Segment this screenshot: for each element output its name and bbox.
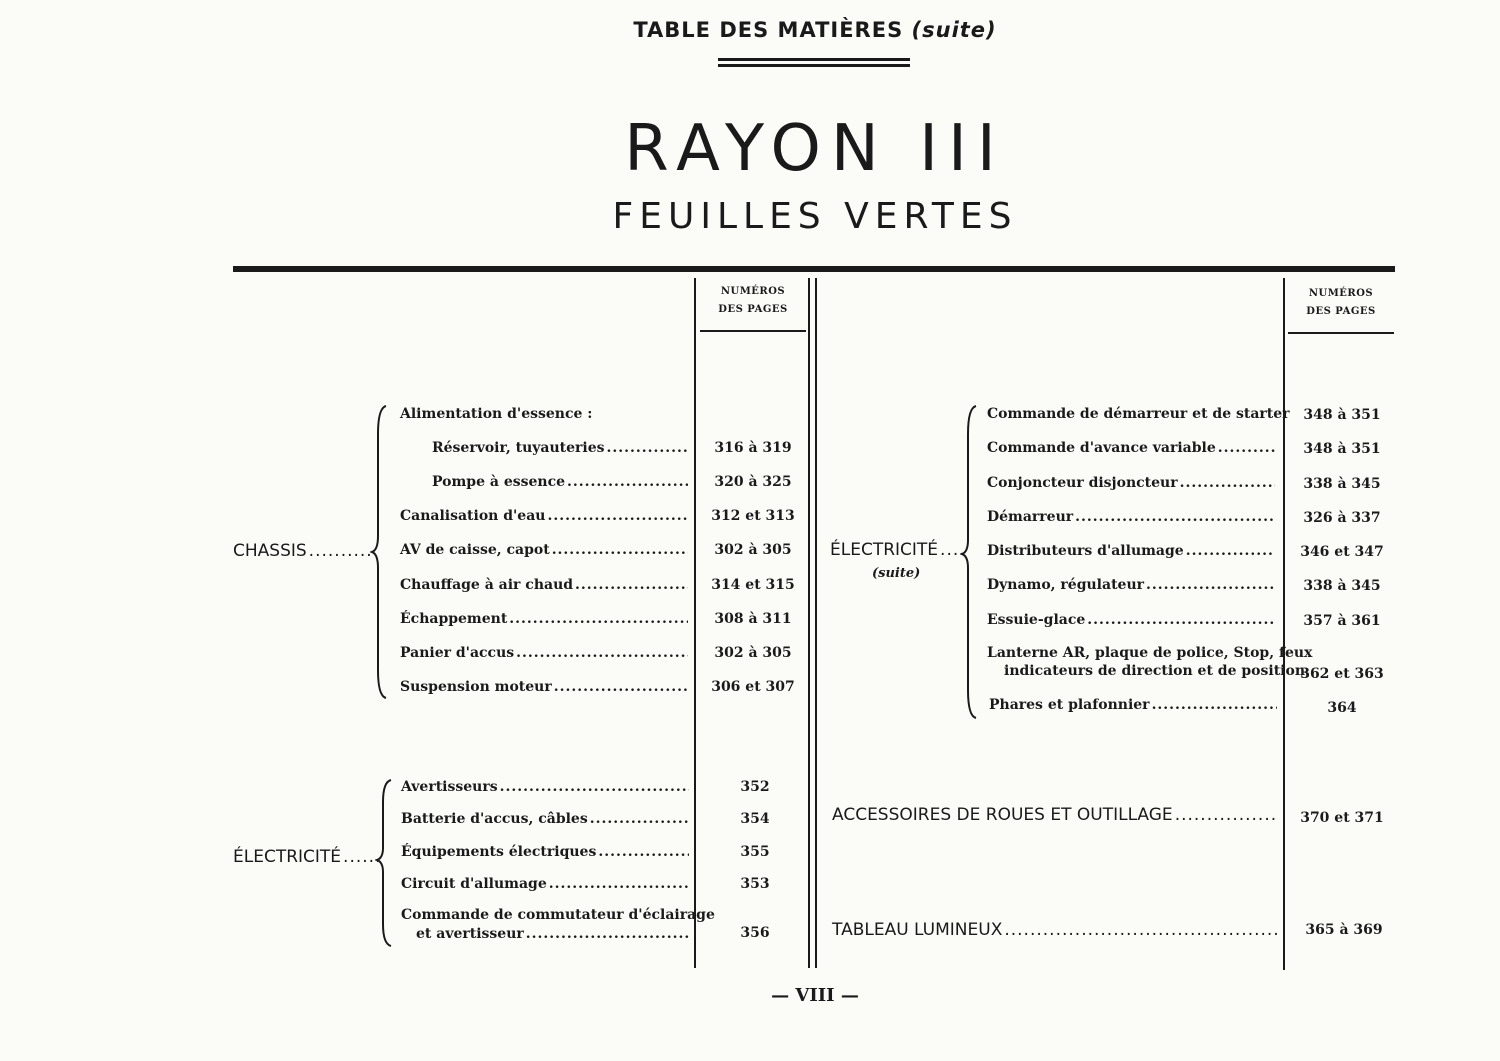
toc-entry [401,811,689,827]
right-column-header-rule [1288,332,1394,334]
right-column-header-line1: NUMÉROS [1308,288,1374,299]
toc-entry-pages: 356 [740,925,770,941]
right-column-header-line2: DES PAGES [1306,306,1376,317]
toc-entry-pages: 354 [740,811,770,827]
section-suite-note: (suite) [872,566,921,581]
toc-entry-pages: 338 à 345 [1303,578,1381,594]
toc-entry-line2 [416,926,689,942]
page-title: RAYON III [624,112,1006,186]
toc-entry-label: Commande d'avance variable [987,440,1216,456]
section-chassis [233,541,373,561]
toc-entry-pages: 355 [740,844,770,860]
toc-entry-pages: 302 à 305 [714,542,792,558]
center-rule-2 [815,278,817,968]
toc-entry-pages: 348 à 351 [1303,441,1381,457]
electricite-brace [375,778,397,948]
electricite-suite-brace [960,404,982,720]
toc-entry-pages: 302 à 305 [714,645,792,661]
toc-entry-label-continued: indicateurs de direction et de position. [1004,663,1310,679]
toc-entry-label: Canalisation d'eau [400,508,546,524]
toc-entry-pages: 306 et 307 [711,679,795,695]
toc-entry-label: Réservoir, tuyauteries [432,440,605,456]
toc-entry-label: Conjoncteur disjoncteur [987,475,1178,491]
section-electricite-label: ÉLECTRICITÉ [233,847,342,867]
left-column-header [700,283,806,319]
left-column-header-line2: DES PAGES [718,304,788,315]
toc-entry [987,406,1290,422]
toc-entry [400,679,688,695]
toc-entry-line1 [401,907,715,923]
right-pages-rule [1283,278,1285,970]
toc-entry [989,697,1277,713]
section-accessoires [832,805,1278,825]
header-rule-bottom [718,64,910,67]
toc-entry-label-continued: et avertisseur [416,926,524,942]
toc-entry [400,645,688,661]
right-column-header [1288,285,1394,321]
toc-entry-pages: 352 [740,779,770,795]
toc-entry-label: Équipements électriques [401,844,597,860]
toc-entry-pages: 362 et 363 [1300,666,1384,682]
toc-entry-pages: 353 [740,876,770,892]
toc-entry-line2 [1004,663,1310,679]
toc-entry [432,440,688,456]
toc-entry-label: Pompe à essence [432,474,566,490]
page-number: — VIII — [771,985,859,1006]
toc-entry-pages: 320 à 325 [714,474,792,490]
running-header-suffix: (suite) [911,18,997,42]
section-tableau-lumineux-pages: 365 à 369 [1305,922,1383,938]
chassis-group-title [400,406,592,422]
section-accessoires-pages: 370 et 371 [1300,810,1384,826]
toc-entry [401,779,689,795]
toc-entry-pages: 348 à 351 [1303,407,1381,423]
toc-entry-pages: 357 à 361 [1303,613,1381,629]
toc-entry [987,577,1275,593]
header-rule-top [718,58,910,61]
section-tableau-lumineux [832,920,1278,940]
toc-entry-pages: 346 et 347 [1300,544,1384,560]
toc-entry-line1 [987,645,1313,661]
toc-entry [400,508,688,524]
toc-entry [987,543,1275,559]
toc-entry-pages: 308 à 311 [714,611,792,627]
toc-entry-pages: 316 à 319 [714,440,792,456]
toc-entry [987,612,1275,628]
toc-entry-label: Chauffage à air chaud [400,577,574,593]
toc-entry-label: Commande de commutateur d'éclairage [401,907,715,923]
toc-entry-label: Circuit d'allumage [401,876,547,892]
toc-entry [400,577,688,593]
running-header [0,18,1500,42]
toc-entry [400,542,688,558]
section-chassis-label: CHASSIS [233,541,307,561]
section-accessoires-label: ACCESSOIRES DE ROUES ET OUTILLAGE [832,805,1173,825]
page-subtitle: FEUILLES VERTES [612,196,1018,237]
toc-entry-label: Commande de démarreur et de starter [987,406,1290,422]
left-column-header-rule [700,330,806,332]
toc-entry-pages: 312 et 313 [711,508,795,524]
toc-entry-label: Essuie-glace [987,612,1086,628]
running-header-title: TABLE DES MATIÈRES [633,18,904,42]
section-electricite-suite-label: ÉLECTRICITÉ [830,540,939,560]
toc-entry-pages: 314 et 315 [711,577,795,593]
toc-entry [401,876,689,892]
toc-entry-pages: 338 à 345 [1303,476,1381,492]
toc-entry-label: Panier d'accus [400,645,515,661]
toc-entry-label: Lanterne AR, plaque de police, Stop, feux [987,645,1313,661]
toc-entry-label: Démarreur [987,509,1074,525]
section-electricite-suite [830,540,964,560]
toc-entry [432,474,688,490]
toc-entry-pages: 326 à 337 [1303,510,1381,526]
toc-entry-label: Dynamo, régulateur [987,577,1144,593]
toc-entry [987,440,1275,456]
section-electricite [233,847,378,867]
chassis-group-title-label: Alimentation d'essence : [400,406,593,422]
section-tableau-lumineux-label: TABLEAU LUMINEUX [832,920,1003,940]
center-rule-1 [808,278,810,968]
toc-entry-label: AV de caisse, capot [400,542,550,558]
toc-entry-label: Phares et plafonnier [989,697,1150,713]
toc-entry [400,611,688,627]
title-rule [233,266,1395,272]
toc-entry-label: Batterie d'accus, câbles [401,811,588,827]
toc-entry-label: Échappement [400,611,508,627]
toc-entry-label: Distributeurs d'allumage [987,543,1184,559]
left-pages-rule [694,278,696,968]
left-column-header-line1: NUMÉROS [720,286,786,297]
chassis-brace [370,404,392,700]
toc-entry-pages: 364 [1327,700,1357,716]
toc-entry [401,844,689,860]
toc-entry-label: Avertisseurs [401,779,498,795]
toc-entry [987,475,1275,491]
toc-entry-label: Suspension moteur [400,679,552,695]
toc-entry [987,509,1275,525]
